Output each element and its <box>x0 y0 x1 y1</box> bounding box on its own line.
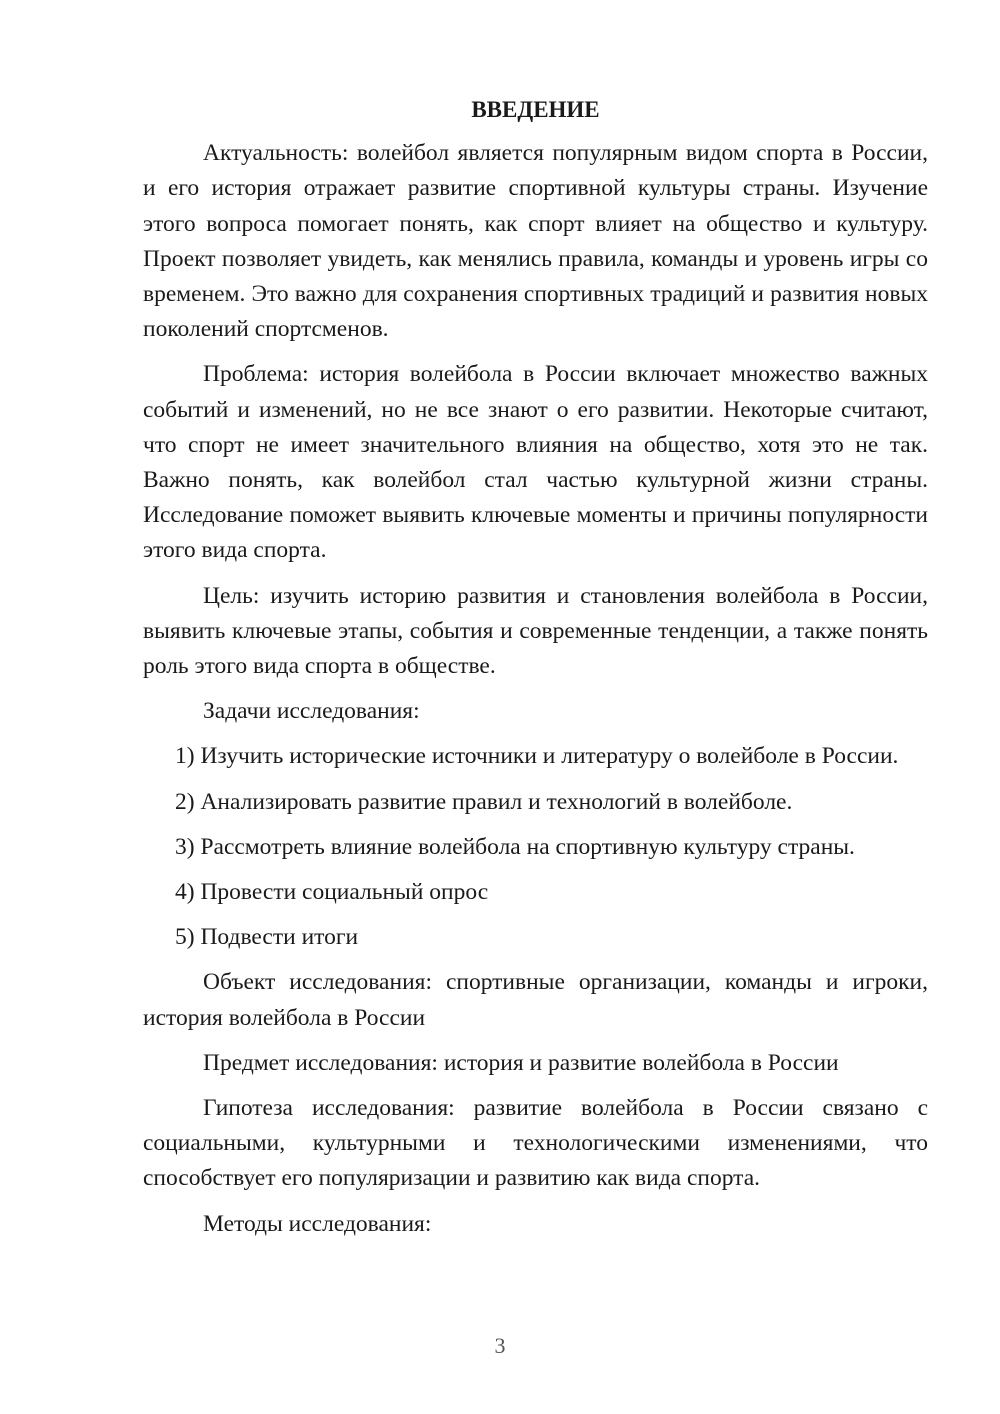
subject-paragraph: Предмет исследования: история и развитие волейбола в России <box>203 1049 839 1076</box>
page-title: ВВЕДЕНИЕ <box>471 97 600 122</box>
page-number: 3 <box>494 1333 506 1358</box>
object-paragraph: Объект исследования: спортивные организации, команды и игроки, история волейбола в России <box>143 969 928 1031</box>
problem-paragraph: Проблема: история волейбола в России включает множество важных событий и изменений, но не все знают о его развитии. Некоторые считают, что спорт не имеет значительного влияния на общество, хотя это не так. Важно понять, как волейбол стал частью культурной жизни страны. Исследование поможет выявить ключевые моменты и причины популярности этого вида спорта. <box>143 361 928 564</box>
task-item: 4) Провести социальный опрос <box>175 879 489 906</box>
task-item: 5) Подвести итоги <box>175 924 359 951</box>
task-item: 2) Анализировать развитие правил и технологий в волейболе. <box>175 788 793 815</box>
task-item: 1) Изучить исторические источники и литературу о волейболе в России. <box>175 743 899 770</box>
methods-heading: Методы исследования: <box>203 1210 432 1237</box>
tasks-heading: Задачи исследования: <box>203 698 420 725</box>
relevance-paragraph: Актуальность: волейбол является популярным видом спорта в России, и его история отражает развитие спортивной культуры страны. Изучение этого вопроса помогает понять, как спорт влияет на общество и культуру. Проект позволяет увидеть, как менялись правила, команды и уровень игры со временем. Это важно для сохранения спортивных традиций и развития новых поколений спортсменов. <box>143 140 928 343</box>
task-item: 3) Рассмотреть влияние волейбола на спортивную культуру страны. <box>175 833 855 860</box>
page-content <box>143 92 928 1252</box>
goal-paragraph: Цель: изучить историю развития и становления волейбола в России, выявить ключевые этапы, события и современные тенденции, а также понять роль этого вида спорта в обществе. <box>143 582 928 680</box>
hypothesis-paragraph: Гипотеза исследования: развитие волейбола в России связано с социальными, культурными и технологическими изменениями, что способствует его популяризации и развитию как вида спорта. <box>143 1095 928 1192</box>
